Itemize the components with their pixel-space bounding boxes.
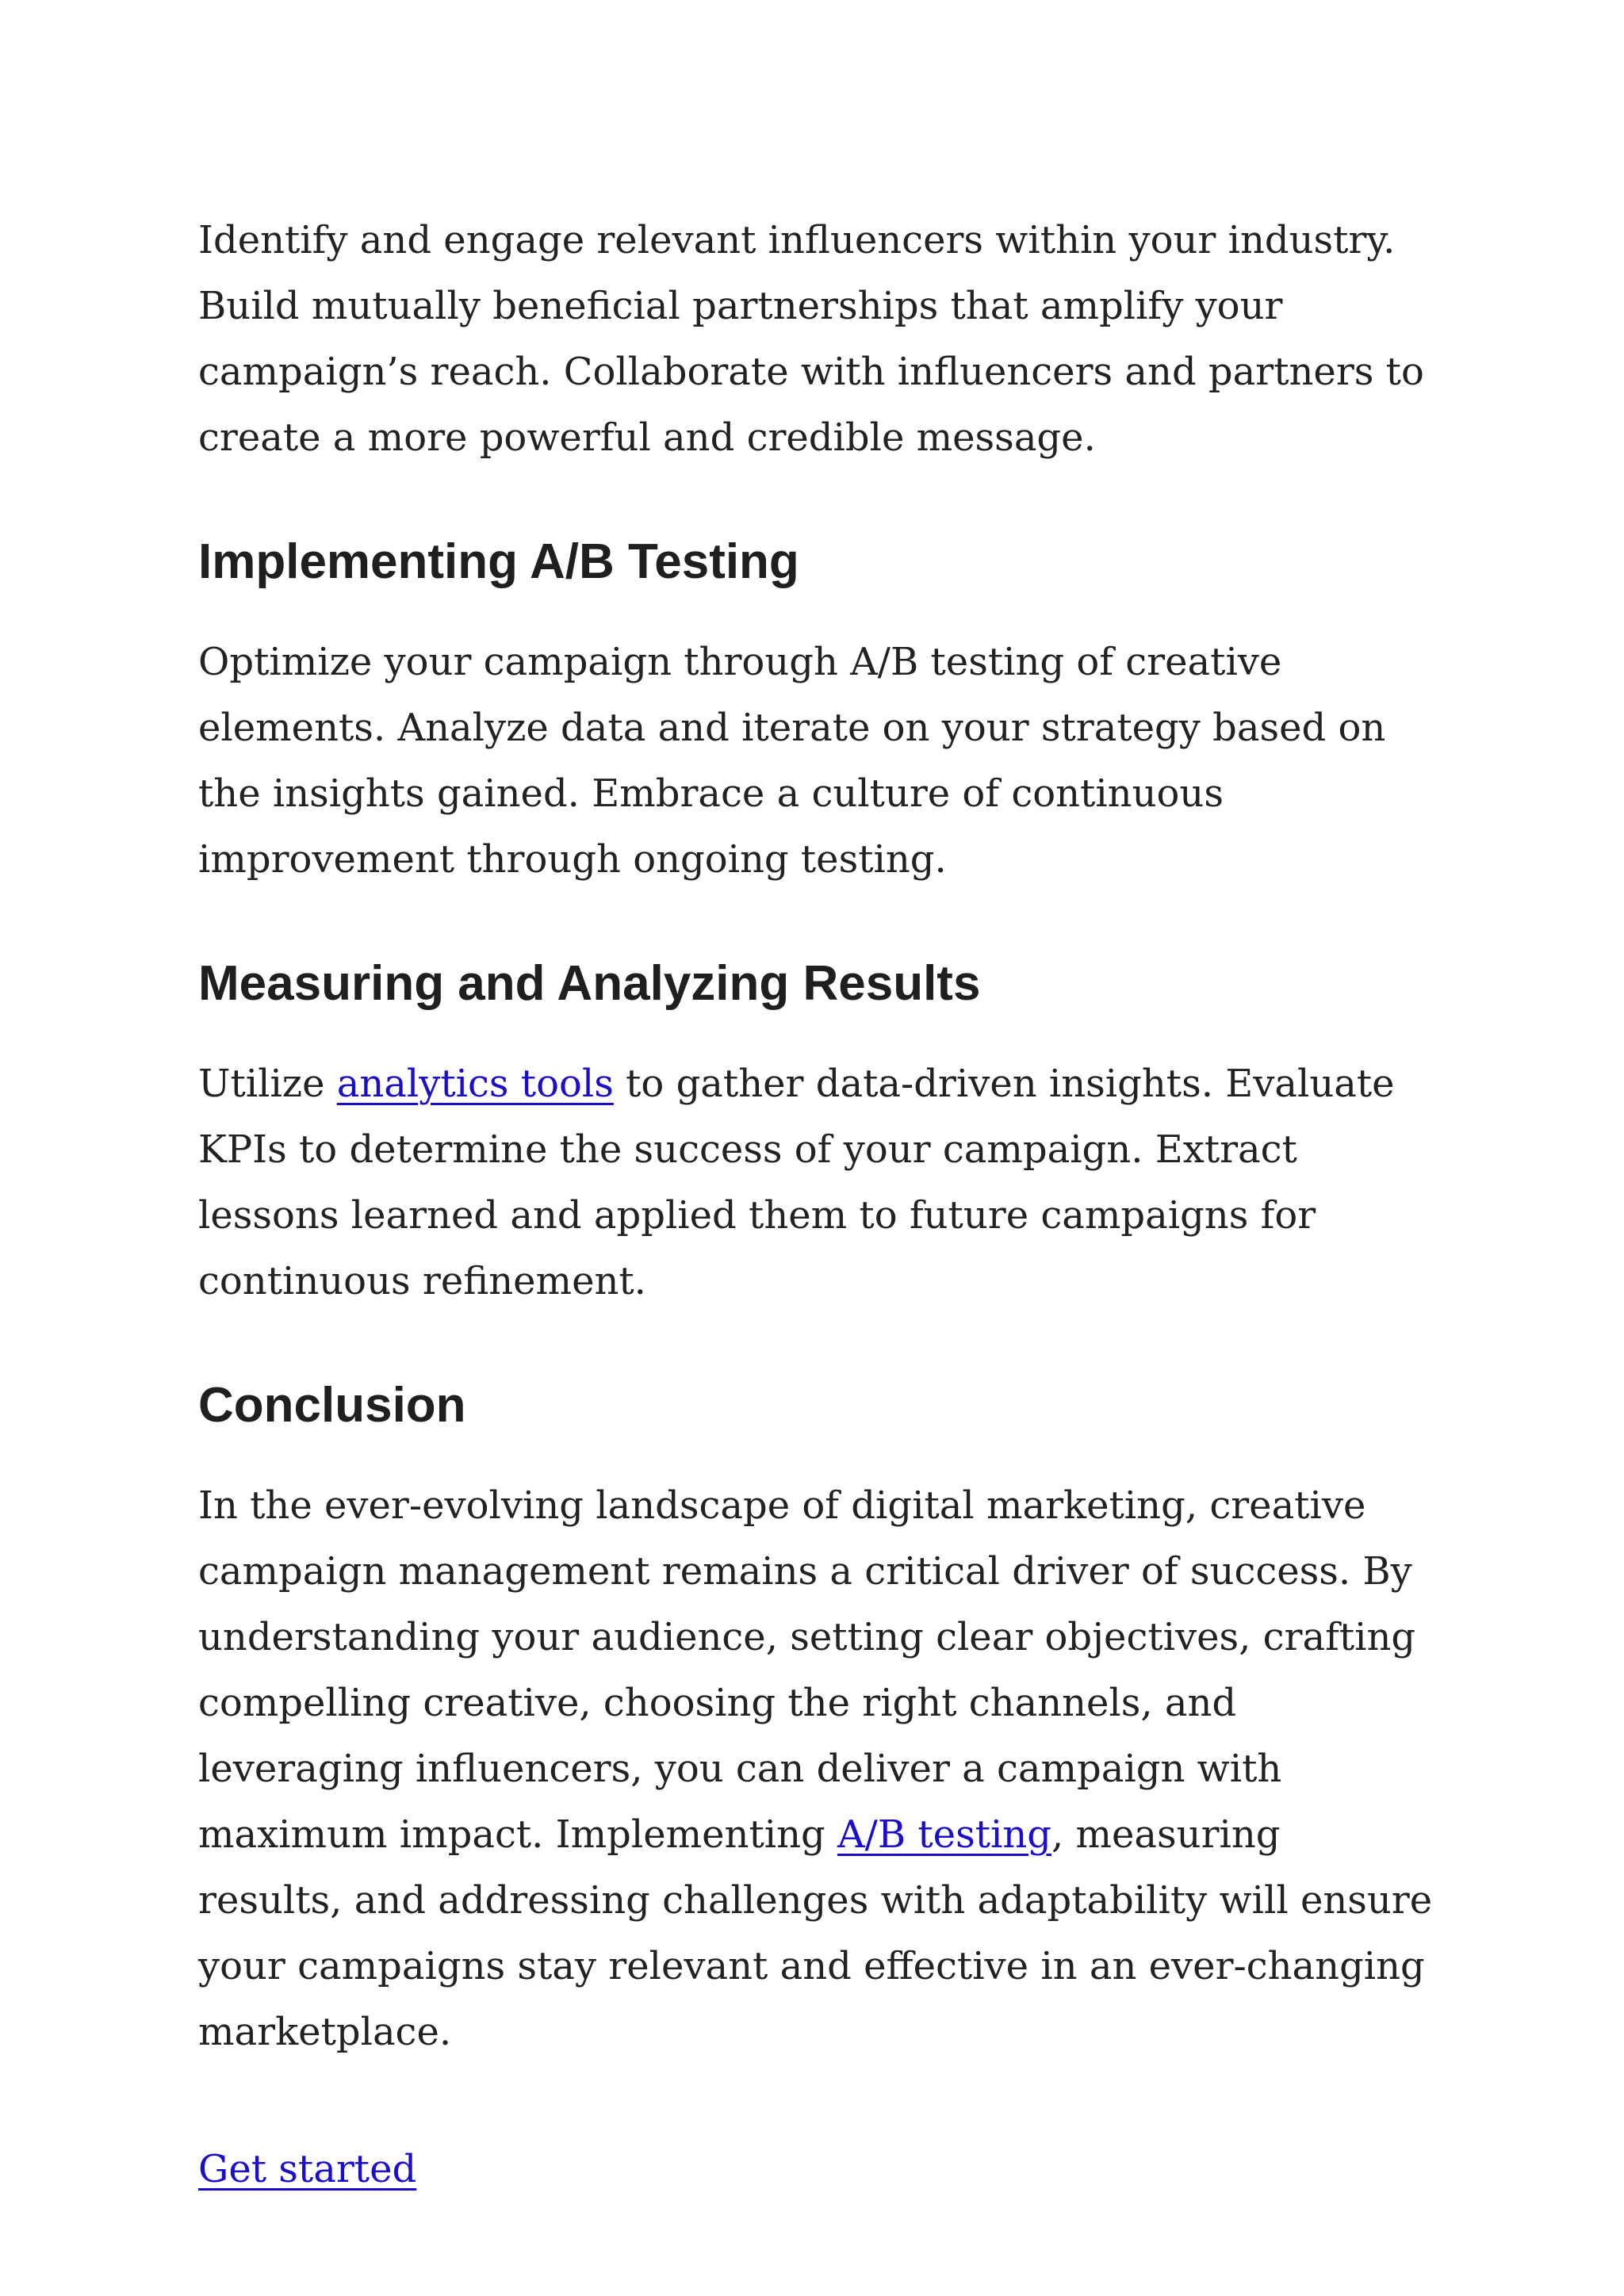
conclusion-heading: Conclusion bbox=[198, 1378, 466, 1433]
conclusion-text-after: , measuring results, and addressing challenges with adaptability will ensure your campaigns stay relevant and effective in an ever-changing marketplace. bbox=[198, 1812, 1433, 2054]
cta-paragraph bbox=[198, 2137, 1435, 2202]
conclusion-text-before: In the ever-evolving landscape of digital marketing, creative campaign management remains a critical driver of success. By understanding your audience, setting clear objectives, crafting compelling creative, choosing the right channels, and leveraging influencers, you can deliver a campaign with maximum impact. Implementing bbox=[198, 1483, 1416, 1857]
measuring-results-paragraph bbox=[198, 1051, 1435, 1314]
measuring-results-heading: Measuring and Analyzing Results bbox=[198, 956, 981, 1011]
measuring-text-before: Utilize bbox=[198, 1062, 337, 1106]
measuring-text-after: to gather data-driven insights. Evaluate KPIs to determine the success of your campaign. Extract lessons learned and applied them to future campaigns for continuous refinement. bbox=[198, 1062, 1395, 1303]
ab-testing-paragraph: Optimize your campaign through A/B testing of creative elements. Analyze data and iterate on your strategy based on the insights gained. Embrace a culture of continuous improvement through ongoing testing. bbox=[198, 640, 1386, 882]
analytics-tools-link[interactable]: analytics tools bbox=[336, 1062, 614, 1106]
influencers-paragraph: Identify and engage relevant influencers within your industry. Build mutually beneficial partnerships that amplify your campaign’s reach. Collaborate with influencers and partners to create a more powerful and credible message. bbox=[198, 218, 1424, 460]
article-content bbox=[198, 208, 1435, 2202]
conclusion-paragraph bbox=[198, 1473, 1435, 2065]
ab-testing-link[interactable]: A/B testing bbox=[837, 1812, 1051, 1857]
ab-testing-heading: Implementing A/B Testing bbox=[198, 534, 799, 589]
get-started-link[interactable]: Get started bbox=[198, 2147, 417, 2191]
